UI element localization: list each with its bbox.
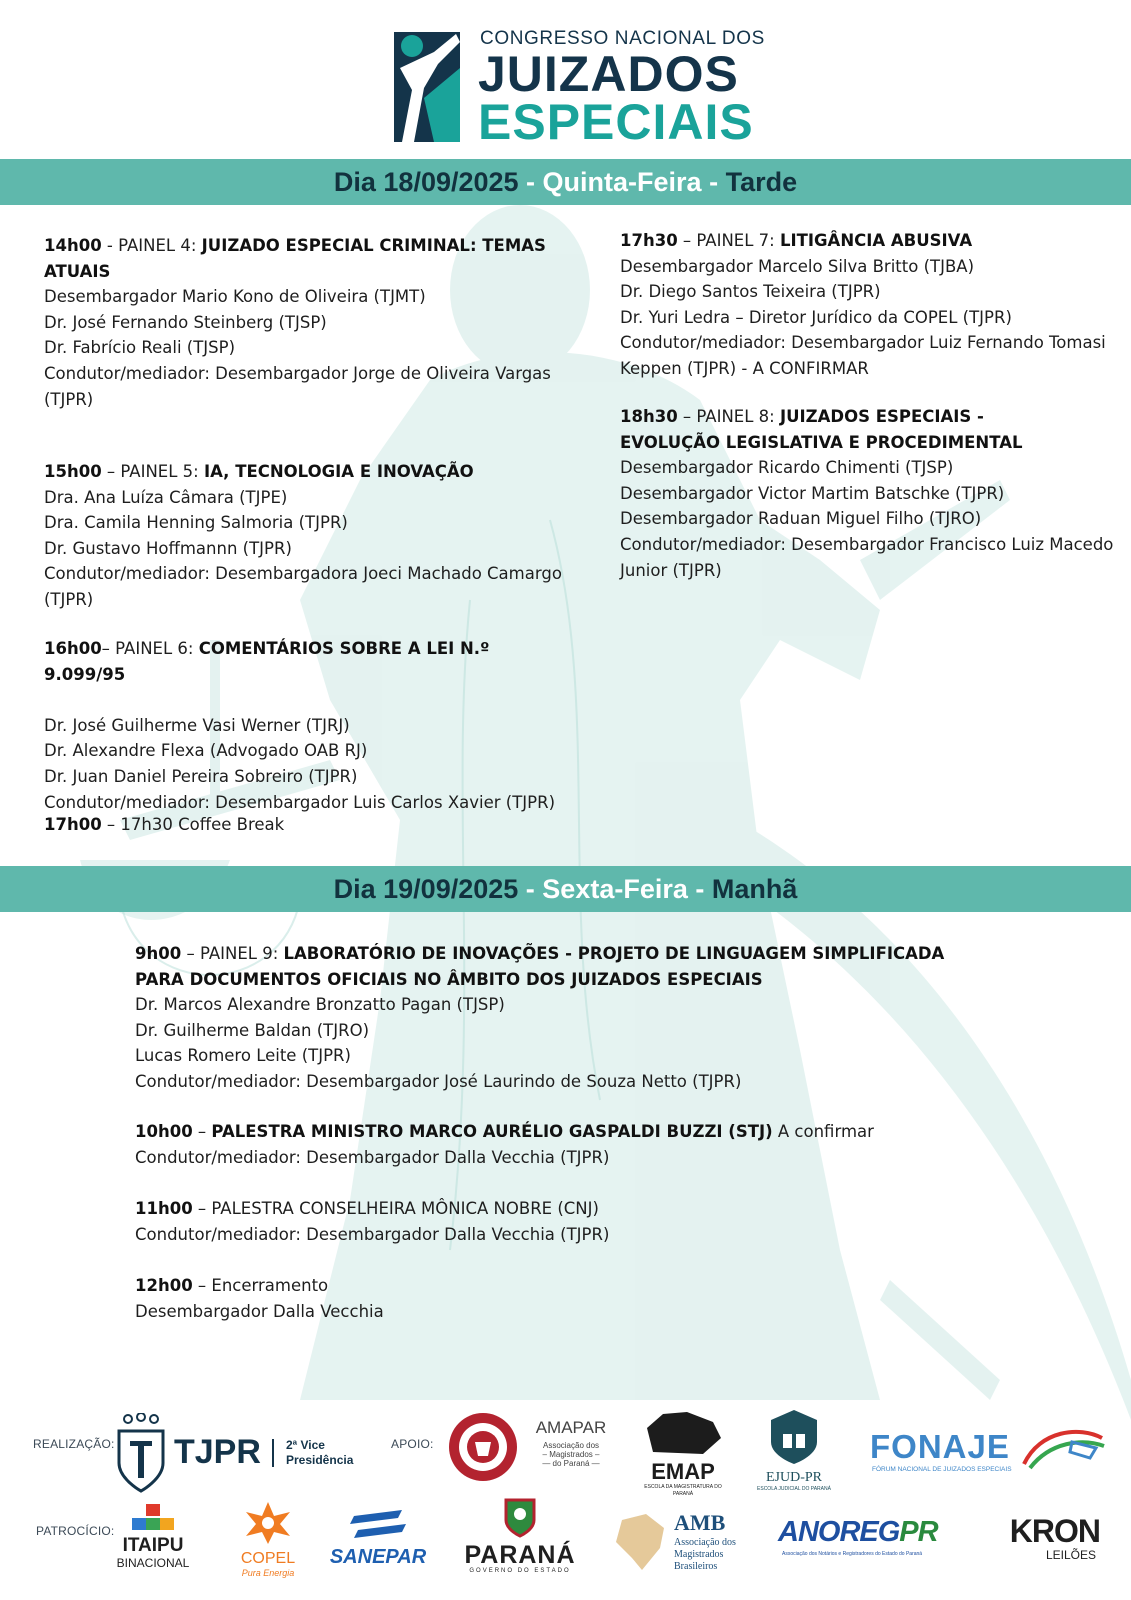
moderator-line: Condutor/mediador: Desembargador Dalla Vecchia (TJPR) [135,1147,610,1167]
emap-logo [638,1408,728,1500]
moderator-line: Condutor/mediador: Desembargador Luiz Fernando Tomasi [620,333,1106,353]
parana-logo [458,1496,582,1580]
itaipu-text: ITAIPU [122,1535,184,1556]
session-17h30 [620,228,1120,382]
session-intro: – PAINEL 9: [181,944,284,963]
session-title: JUIZADOS ESPECIAIS - EVOLUÇÃO LEGISLATIVA E PROCEDIMENTAL [620,407,1023,452]
amb-sub3: Brasileiros [674,1561,718,1572]
day1-weekday: Quinta-Feira [542,167,702,197]
parana-text: PARANÁ [464,1541,576,1569]
amapar-sub2: – Magistrados – [542,1450,600,1459]
itaipu-blocks-icon [128,1504,178,1532]
session-title: LABORATÓRIO DE INOVAÇÕES - PROJETO DE LINGUAGEM SIMPLIFICADA PARA DOCUMENTOS OFICIAIS NO ÂMBITO DOS JUIZADOS ESPECIAIS [135,944,945,989]
emap-sub: ESCOLA DA MAGISTRATURA DO PARANÁ [644,1484,722,1497]
session-heading [44,636,564,687]
copel-sub: Pura Energia [241,1568,295,1578]
moderator-line: Condutor/mediador: Desembargador Luis Carlos Xavier (TJPR) [44,792,556,812]
session-16h00 [44,636,564,815]
kron-text: KRON [1009,1513,1100,1549]
session-heading [44,233,564,284]
tjpr-sub1: 2ª Vice [286,1438,325,1452]
session-extra: A confirmar [772,1122,874,1141]
speaker-line: Desembargador Marcelo Silva Britto (TJBA) [620,256,975,276]
sanepar-logo [318,1506,438,1572]
session-intro: – PAINEL 5: [101,462,204,481]
moderator-line: Keppen (TJPR) - A CONFIRMAR [620,358,869,378]
speaker-line: Dra. Camila Henning Salmoria (TJPR) [44,513,348,533]
speaker-line: Lucas Romero Leite (TJPR) [135,1046,351,1066]
moderator-line: Condutor/mediador: Desembargadora Joeci Machado Camargo [44,564,562,584]
copel-text: COPEL [240,1550,296,1567]
day1-sep1: - [518,167,543,197]
session-time: 18h30 [620,407,678,426]
session-11h00 [135,1196,1035,1247]
session-intro: – [192,1122,212,1141]
parana-sub: GOVERNO DO ESTADO [469,1568,571,1574]
ejud-logo [754,1408,834,1500]
speaker-line: Desembargador Victor Martim Batschke (TJPR) [620,483,1005,503]
fonaje-sub: FÓRUM NACIONAL DE JUIZADOS ESPECIAIS [872,1466,1012,1473]
day2-period: Manhã [711,874,798,904]
session-intro: – 17h30 Coffee Break [101,815,285,834]
day2-band [0,866,1131,912]
logo-line2: JUIZADOS [478,46,739,102]
spacer [44,687,564,713]
speaker-line: Desembargador Raduan Miguel Filho (TJRO) [620,509,982,529]
session-12h00 [135,1273,1035,1324]
day1-sep2: - [701,167,726,197]
congress-logo [394,28,765,150]
parana-map-icon [643,1408,723,1456]
speaker-line: Desembargador Mario Kono de Oliveira (TJMT) [44,287,426,307]
speaker-line: Dr. Juan Daniel Pereira Sobreiro (TJPR) [44,766,358,786]
session-9h00 [135,941,1035,1095]
parana-coat-of-arms-icon [502,1496,538,1538]
moderator-line: Condutor/mediador: Desembargador Francisco Luiz Macedo [620,534,1114,554]
tjpr-divider [272,1439,274,1467]
day1-period: Tarde [725,167,798,197]
realizacao-label: REALIZAÇÃO: [33,1437,115,1451]
session-intro: – PAINEL 8: [677,407,780,426]
session-time: 17h00 [44,815,102,834]
fonaje-logo [870,1424,1110,1484]
session-17h00 [44,812,564,838]
logo-line1: CONGRESSO NACIONAL DOS [480,28,765,49]
session-heading [135,1273,1035,1299]
logo-line3: ESPECIAIS [478,94,754,150]
anoreg-logo [778,1516,952,1562]
amapar-seal-icon [448,1412,518,1482]
speaker-line: Dr. Diego Santos Teixeira (TJPR) [620,282,881,302]
sanepar-wave-icon [348,1506,408,1542]
amapar-sub1: Associação dos [542,1441,600,1450]
amb-sub1: Associação dos [674,1537,736,1548]
ejud-sub: ESCOLA JUDICIAL DO PARANÁ [757,1486,831,1492]
speaker-line: Dr. Marcos Alexandre Bronzatto Pagan (TJSP) [135,995,505,1015]
copel-star-icon [244,1500,292,1546]
session-title: COMENTÁRIOS SOBRE A LEI N.º 9.099/95 [44,639,490,684]
session-10h00 [135,1119,1035,1170]
session-heading [620,404,1080,455]
moderator-line: (TJPR) [44,589,94,609]
session-intro: – PAINEL 6: [101,639,199,658]
session-time: 14h00 [44,236,102,255]
day2-sep1: - [518,874,543,904]
speaker-line: Dr. José Fernando Steinberg (TJSP) [44,312,327,332]
session-intro: – PALESTRA CONSELHEIRA MÔNICA NOBRE (CNJ) [192,1199,599,1218]
session-time: 9h00 [135,944,182,963]
day1-band [0,159,1131,205]
amb-text: AMB [674,1510,726,1535]
amb-logo [612,1508,752,1580]
copel-logo [228,1500,308,1580]
anoreg-text [778,1516,938,1549]
tjpr-sub2: Presidência [286,1453,354,1467]
tjpr-logo [116,1413,366,1493]
apoio-label: APOIO: [391,1437,434,1451]
speaker-line: Desembargador Ricardo Chimenti (TJSP) [620,458,954,478]
speaker-line: Desembargador Dalla Vecchia [135,1301,384,1321]
congress-figure-icon [394,28,460,142]
amb-sub [674,1537,736,1573]
anoreg-main: ANOREG [778,1516,900,1548]
moderator-line: Condutor/mediador: Desembargador Dalla Vecchia (TJPR) [135,1224,610,1244]
speaker-line: Dr. Guilherme Baldan (TJRO) [135,1020,370,1040]
session-title: IA, TECNOLOGIA E INOVAÇÃO [203,462,474,481]
handshake-icon [1020,1424,1106,1470]
session-18h30 [620,404,1120,583]
session-title: JUIZADO ESPECIAL CRIMINAL: TEMAS ATUAIS [44,236,546,281]
session-intro: - PAINEL 4: [101,236,202,255]
kron-sub: LEILÕES [1045,1548,1096,1562]
session-intro: – PAINEL 7: [677,231,780,250]
kron-logo [988,1514,1100,1570]
day2-date: Dia 19/09/2025 [333,874,519,904]
speaker-line: Dr. Yuri Ledra – Diretor Jurídico da COPEL (TJPR) [620,307,1012,327]
tjpr-shield-icon [116,1413,166,1493]
moderator-line: (TJPR) [44,389,94,409]
session-time: 15h00 [44,462,102,481]
session-heading [44,459,564,485]
session-time: 17h30 [620,231,678,250]
session-heading [620,228,1120,254]
session-heading [135,941,945,992]
session-title: PALESTRA MINISTRO MARCO AURÉLIO GASPALDI BUZZI (STJ) [211,1122,773,1141]
anoreg-pr: PR [899,1516,938,1548]
itaipu-logo [108,1504,198,1572]
sanepar-text: SANEPAR [329,1546,427,1568]
amb-sub2: Magistrados [674,1549,724,1560]
itaipu-sub: BINACIONAL [116,1556,190,1570]
anoreg-sub: Associação dos Notários e Registradores do Estado do Paraná [782,1551,923,1557]
day2-weekday: Sexta-Feira [542,874,688,904]
day2-sep2: - [687,874,712,904]
patrocinio-label: PATROCÍCIO: [36,1524,115,1538]
moderator-line: Junior (TJPR) [620,560,722,580]
emap-text: EMAP [651,1459,715,1484]
session-time: 12h00 [135,1276,193,1295]
ejud-text: EJUD-PR [765,1470,822,1485]
moderator-line: Condutor/mediador: Desembargador Jorge de Oliveira Vargas [44,363,551,383]
session-14h00 [44,233,564,412]
session-time: 11h00 [135,1199,193,1218]
speaker-line: Dr. Gustavo Hoffmannn (TJPR) [44,538,292,558]
session-time: 10h00 [135,1122,193,1141]
session-time: 16h00 [44,639,102,658]
session-intro: – Encerramento [192,1276,329,1295]
fonaje-text: FONAJE [870,1428,1010,1465]
brazil-map-icon [612,1512,668,1574]
speaker-line: Dr. Fabrício Reali (TJSP) [44,338,236,358]
session-heading [135,1196,1035,1222]
speaker-line: Dr. José Guilherme Vasi Werner (TJRJ) [44,715,350,735]
amapar-logo [528,1418,614,1478]
ejud-shield-icon [767,1408,821,1466]
session-heading [135,1119,1035,1145]
session-heading [44,812,564,838]
amapar-text: AMAPAR [535,1418,607,1437]
speaker-line: Dra. Ana Luíza Câmara (TJPE) [44,487,288,507]
session-15h00 [44,459,564,613]
moderator-line: Condutor/mediador: Desembargador José Laurindo de Souza Netto (TJPR) [135,1071,742,1091]
day1-date: Dia 18/09/2025 [333,167,519,197]
tjpr-text: TJPR [174,1433,261,1471]
session-title: LITIGÂNCIA ABUSIVA [779,231,973,250]
amapar-sub3: — do Paraná — [542,1459,600,1468]
speaker-line: Dr. Alexandre Flexa (Advogado OAB RJ) [44,741,368,761]
